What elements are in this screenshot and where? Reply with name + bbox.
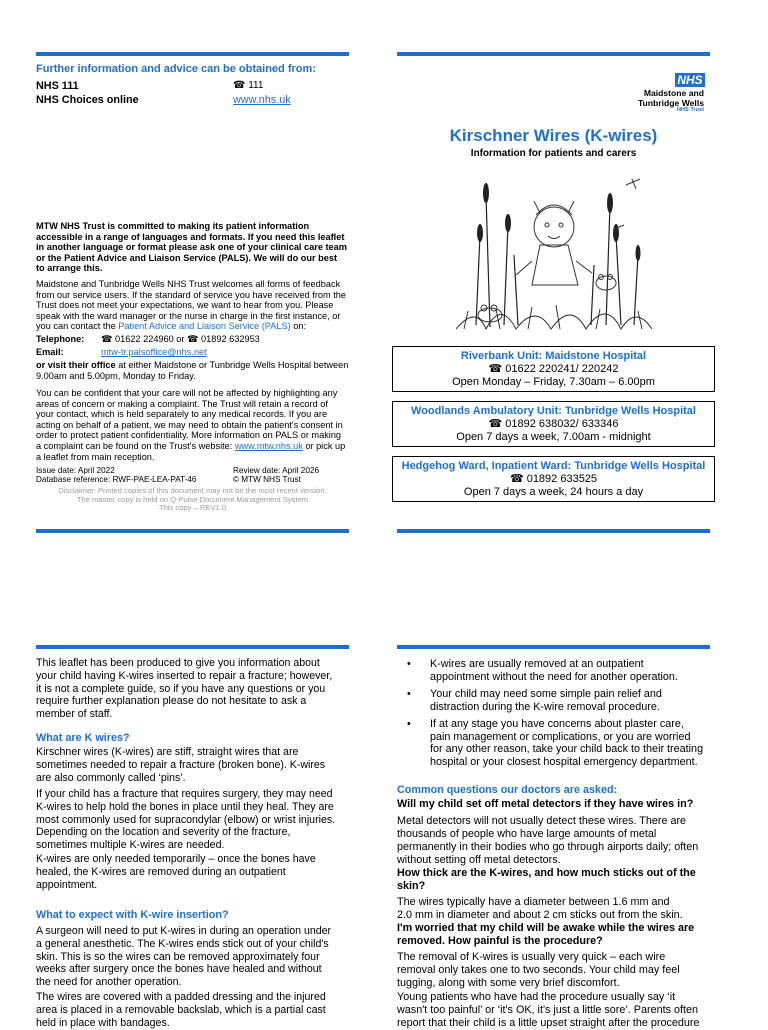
confidence-text: You can be confident that your care will not be affected by highlighting any areas of concern or making a complaint. The Trust will retain a record of your contact, which is held separately to any medical records. If you are acting on behalf of a patient, we may need to obtain the patient's consent in order to protect patient confidentiality. More information on PALS or making a complaint can be found on the Trust's website:	[36, 388, 343, 451]
answer-metal-detectors: Metal detectors will not usually detect these wires. There are thousands of people who have large amounts of metal permanently in their bodies who go through airports daily; often without setting off metal detectors.	[397, 815, 699, 866]
what-heading: What are K wires?	[36, 732, 130, 744]
bottom-right-rule	[397, 645, 710, 649]
contact-name-nhs-choices: NHS Choices online	[36, 94, 139, 106]
nhs-choices-link[interactable]: www.nhs.uk	[233, 94, 291, 106]
unit-hours: Open 7 days a week, 7.00am - midnight	[456, 431, 651, 444]
database-reference: Database reference: RWF-PAE-LEA-PAT-46	[36, 475, 197, 484]
question-pain: I'm worried that my child will be awake while the wires are removed. How painful is the procedure?	[397, 922, 695, 947]
unit-box-woodlands	[392, 401, 715, 447]
visit-bold: or visit their office	[36, 360, 116, 370]
nhs-logo: NHS	[675, 73, 705, 87]
list-item	[397, 718, 717, 770]
bullet-text: Your child may need some simple pain relief and distraction during the K-wire removal procedure.	[430, 687, 662, 713]
removal-bullet-list	[397, 658, 717, 773]
list-item	[397, 688, 717, 714]
feedback-text: Maidstone and Tunbridge Wells NHS Trust welcomes all forms of feedback from our service users. If the standard of service you have received from the Trust does not meet your expectations, we want to hear from you. Please speak with the ward manager or the nurse in charge in the first instance, or you can contact the	[36, 279, 346, 332]
telephone-label: Telephone:	[36, 334, 85, 344]
confidence-paragraph	[36, 388, 345, 462]
page-subtitle: Information for patients and carers	[470, 148, 637, 159]
list-item	[397, 658, 717, 684]
top-right-bottom-rule	[397, 529, 710, 533]
confidence-text-end: or pick up a leaflet from main reception.	[36, 440, 346, 462]
unit-phone: ☎ 01892 633525	[509, 473, 598, 486]
expect-paragraph-1: A surgeon will need to put K-wires in during an operation under a general anesthetic. The K-wires ends stick out of your child's skin. This is so the wires can be removed approximately four weeks after surgery once the bones have healed and without the need for another operation.	[36, 925, 332, 989]
bullet-dot: •	[407, 658, 411, 670]
unit-hours: Open 7 days a week, 24 hours a day	[463, 486, 644, 499]
review-date: Review date: April 2026	[233, 466, 320, 475]
visit-office-paragraph	[36, 360, 348, 381]
unit-box-hedgehog	[392, 456, 715, 502]
cover-illustration	[456, 165, 652, 330]
question-thickness: How thick are the K-wires, and how much sticks out of the skin?	[397, 867, 696, 892]
email-link[interactable]: mtw-tr.palsoffice@nhs.net	[101, 347, 207, 357]
feedback-text-end: on:	[290, 321, 307, 332]
page-title: Kirschner Wires (K-wires)	[449, 126, 658, 145]
contact-name-nhs111: NHS 111	[36, 80, 79, 92]
answer-pain: The removal of K-wires is usually very quick – each wire removal only takes one to two seconds. Your child may feel tugging, along with some very brief discomfort.	[397, 951, 680, 989]
answer-thickness: The wires typically have a diameter between 1.6 mm and 2.0 mm in diameter and about 2 cm sticks out from the skin.	[397, 896, 683, 921]
question-metal-detectors: Will my child set off metal detectors if they have wires in?	[397, 798, 694, 810]
what-paragraph-3: K-wires are only needed temporarily – once the bones have healed, the K-wires are removed during an outpatient appointment.	[36, 853, 316, 891]
top-left-rule	[36, 52, 349, 56]
answer-pain-continued: Young patients who have had the procedure usually say ‘it wasn't too painful’ or ‘it's OK, it's just a little sore’. Parents often report that their child is a little upset straight after the procedure	[397, 991, 700, 1029]
expect-heading: What to expect with K-wire insertion?	[36, 909, 229, 921]
common-questions-heading: Common questions our doctors are asked:	[397, 784, 618, 796]
bullet-text: If at any stage you have concerns about plaster care, pain management or complications, or you are worried for any other reason, take your child back to their treating hospital or your closest hospital emergency department.	[430, 717, 704, 769]
unit-phone: ☎ 01892 638032/ 633346	[488, 418, 619, 431]
unit-name: Riverbank Unit: Maidstone Hospital	[460, 350, 647, 362]
expect-paragraph-2: The wires are covered with a padded dressing and the injured area is placed in a removable backslab, which is a partial cast held in place with bandages.	[36, 991, 326, 1029]
accessible-info-paragraph: MTW NHS Trust is committed to making its patient information accessible in a range of languages and formats. If you need this leaflet in another language or format please ask one of your clinical care team or the Patient Advice and Liaison Service (PALS). We will do our best to arrange this.	[36, 221, 347, 274]
contact-value-nhs111: ☎ 111	[233, 80, 264, 91]
what-paragraph-1: Kirschner wires (K-wires) are stiff, straight wires that are sometimes needed to repair a fracture (broken bone). K-wires are also commonly called ‘pins’.	[36, 746, 326, 784]
intro-paragraph: This leaflet has been produced to give you information about your child having K-wires inserted to repair a fracture; however, it is not a complete guide, so if you have any questions or you require further explanation please do not hesitate to ask a member of staff.	[36, 657, 333, 721]
bullet-text: K-wires are usually removed at an outpatient appointment without the need for another operation.	[430, 658, 678, 683]
telephone-value: ☎ 01622 224960 or ☎ 01892 632953	[101, 334, 260, 344]
what-paragraph-2: If your child has a fracture that requires surgery, they may need K-wires to help hold the bones in place until they heal. They are most commonly used for supracondylar (elbow) or wrist injuries. Depending on the location and severity of the fracture, sometimes multiple K-wires are needed.	[36, 788, 336, 852]
trust-name-line-1: Maidstone and	[643, 88, 704, 98]
unit-phone: ☎ 01622 220241/ 220242	[488, 363, 619, 376]
issue-date: Issue date: April 2022	[36, 466, 115, 475]
trust-name-line-2: Tunbridge Wells	[637, 98, 704, 108]
unit-name: Woodlands Ambulatory Unit: Tunbridge Wells Hospital	[411, 405, 696, 417]
bottom-left-rule	[36, 645, 349, 649]
visit-rest: at either Maidstone or Tunbridge Wells Hospital between 9.00am and 5.00pm, Monday to Friday.	[36, 360, 349, 381]
top-right-rule	[397, 52, 710, 56]
bullet-dot: •	[407, 717, 411, 730]
top-left-bottom-rule	[36, 529, 349, 533]
trust-website-link[interactable]: www.mtw.nhs.uk	[234, 440, 303, 451]
unit-name: Hedgehog Ward, Inpatient Ward: Tunbridge Wells Hospital	[401, 460, 706, 472]
feedback-paragraph	[36, 279, 346, 332]
trust-name-line-3: NHS Trust	[676, 107, 704, 113]
copyright: © MTW NHS Trust	[233, 475, 301, 484]
further-info-title: Further information and advice can be obtained from:	[36, 63, 316, 75]
disclaimer: Disclaimer: Printed copies of this document may not be the most recent version. The master copy is held on Q-Pulse Document Management System This copy – REV1.0	[58, 486, 327, 513]
pals-link[interactable]: Patient Advice and Liaison Service (PALS)	[118, 321, 291, 332]
bullet-dot: •	[407, 687, 411, 700]
email-label: Email:	[36, 347, 64, 357]
unit-box-riverbank	[392, 346, 715, 392]
unit-hours: Open Monday – Friday, 7.30am – 6.00pm	[452, 376, 655, 389]
